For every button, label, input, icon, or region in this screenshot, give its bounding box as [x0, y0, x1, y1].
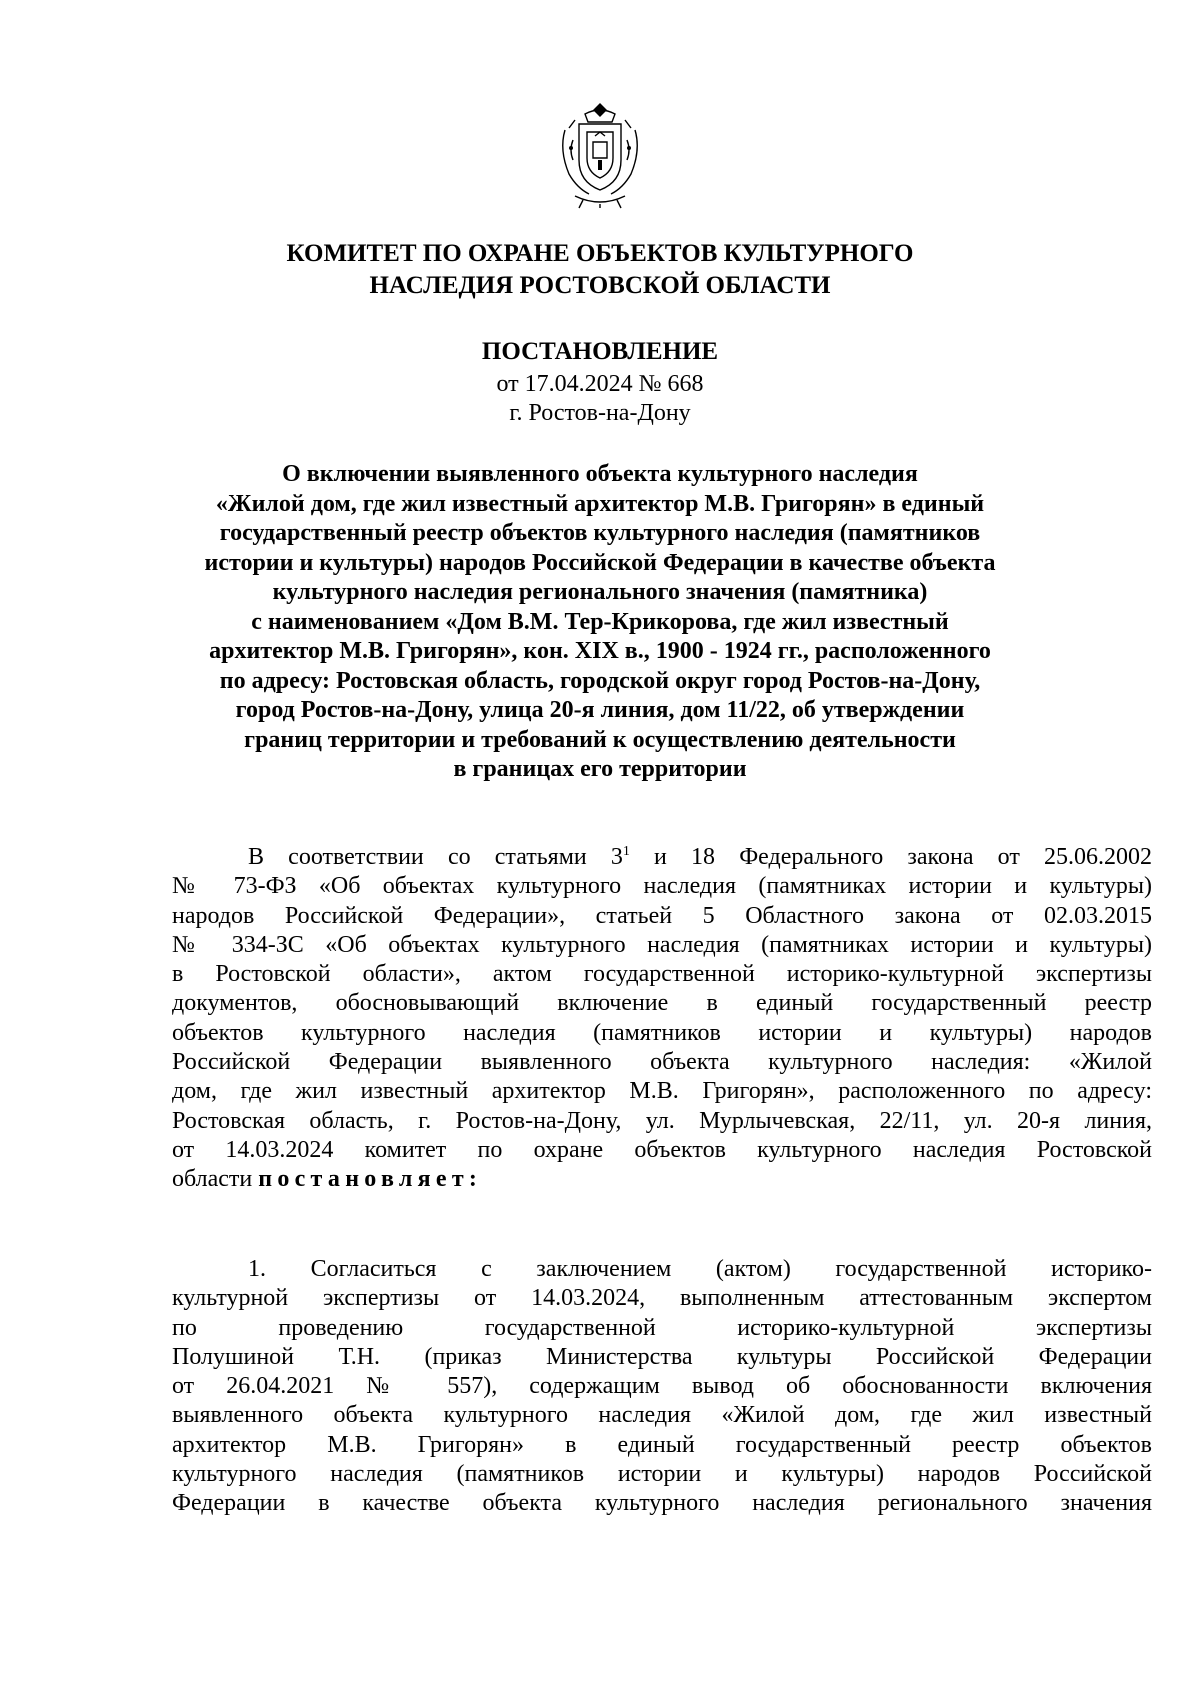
title-line: истории и культуры) народов Российской Федерации в качестве объекта — [204, 549, 996, 576]
preamble-text: В соответствии со статьями 3 — [248, 844, 623, 870]
document-city: г. Ростов-на-Дону — [509, 400, 691, 426]
title-line: архитектор М.В. Григорян», кон. XIX в., 1900 - 1924 гг., расположенного — [209, 638, 991, 664]
preamble-line: объектов культурного наследия (памятников истории и культуры) народов — [172, 1019, 1152, 1046]
title-line: в границах его территории — [453, 756, 747, 782]
title-line: с наименованием «Дом В.М. Тер-Крикорова, где жил известный — [251, 608, 949, 635]
preamble-text: и 18 Федерального закона от 25.06.2002 — [629, 844, 1152, 870]
preamble-text: области — [172, 1166, 259, 1193]
title-line: государственный реестр объектов культурного наследия (памятников — [219, 520, 981, 546]
document-type: ПОСТАНОВЛЕНИЕ — [481, 338, 719, 365]
preamble-line — [172, 843, 1152, 872]
title-line: границ территории и требований к осуществлению деятельности — [244, 726, 956, 753]
organization-name-line: НАСЛЕДИЯ РОСТОВСКОЙ ОБЛАСТИ — [369, 272, 831, 299]
article-superscript: 1 — [622, 844, 630, 859]
title-line: город Ростов-на-Дону, улица 20-я линия, дом 11/22, об утверждении — [235, 697, 965, 723]
organization-name-line: КОМИТЕТ ПО ОХРАНЕ ОБЪЕКТОВ КУЛЬТУРНОГО — [286, 240, 914, 267]
document-meta — [0, 370, 1200, 428]
item-1-line: архитектор М.В. Григорян» в единый государственный реестр объектов — [172, 1431, 1152, 1458]
title-line: О включении выявленного объекта культурного наследия — [282, 461, 918, 487]
preamble-line: № 73-ФЗ «Об объектах культурного наследия (памятниках истории и культуры) — [172, 873, 1152, 900]
item-1-line: культурного наследия (памятников истории и культуры) народов Российской — [172, 1461, 1152, 1488]
title-line: культурного наследия регионального значения (памятника) — [272, 579, 928, 605]
item-1-line: культурной экспертизы от 14.03.2024, выполненным аттестованным экспертом — [172, 1285, 1152, 1312]
preamble-line: от 14.03.2024 комитет по охране объектов культурного наследия Ростовской — [172, 1136, 1152, 1163]
preamble-line: в Ростовской области», актом государственной историко-культурной экспертизы — [172, 961, 1152, 988]
title-line: по адресу: Ростовская область, городской округ город Ростов-на-Дону, — [219, 667, 981, 694]
coat-of-arms-emblem — [555, 100, 645, 210]
item-1-line: Полушиной Т.Н. (приказ Министерства культуры Российской Федерации — [172, 1343, 1152, 1370]
preamble-line: народов Российской Федерации», статьей 5 Областного закона от 02.03.2015 — [172, 902, 1152, 929]
item-1-line: по проведению государственной историко-культурной экспертизы — [172, 1314, 1152, 1341]
decree-word: постановляет: — [258, 1166, 483, 1193]
item-1-line: 1. Согласиться с заключением (актом) государственной историко- — [248, 1256, 1152, 1282]
preamble-line: Ростовская область, г. Ростов-на-Дону, ул. Мурлычевская, 22/11, ул. 20-я линия, — [172, 1107, 1152, 1134]
preamble-line: Российской Федерации выявленного объекта культурного наследия: «Жилой — [172, 1049, 1152, 1076]
document-date-number: от 17.04.2024 № 668 — [496, 371, 704, 397]
document-title — [0, 460, 1200, 785]
item-1-line: Федерации в качестве объекта культурного наследия регионального значения — [172, 1490, 1152, 1517]
preamble-line: документов, обосновывающий включение в единый государственный реестр — [172, 990, 1152, 1017]
preamble-line: № 334-ЗС «Об объектах культурного наследия (памятниках истории и культуры) — [172, 931, 1152, 958]
item-1-paragraph — [172, 1255, 1152, 1519]
title-line: «Жилой дом, где жил известный архитектор М.В. Григорян» в единый — [215, 490, 985, 517]
item-1-line: выявленного объекта культурного наследия «Жилой дом, где жил известный — [172, 1402, 1152, 1429]
item-1-line: от 26.04.2021 № 557), содержащим вывод об обоснованности включения — [172, 1373, 1152, 1400]
preamble-line: дом, где жил известный архитектор М.В. Григорян», расположенного по адресу: — [172, 1078, 1152, 1105]
preamble-line — [172, 1165, 1152, 1194]
organization-name — [0, 238, 1200, 302]
preamble-paragraph — [172, 843, 1152, 1195]
